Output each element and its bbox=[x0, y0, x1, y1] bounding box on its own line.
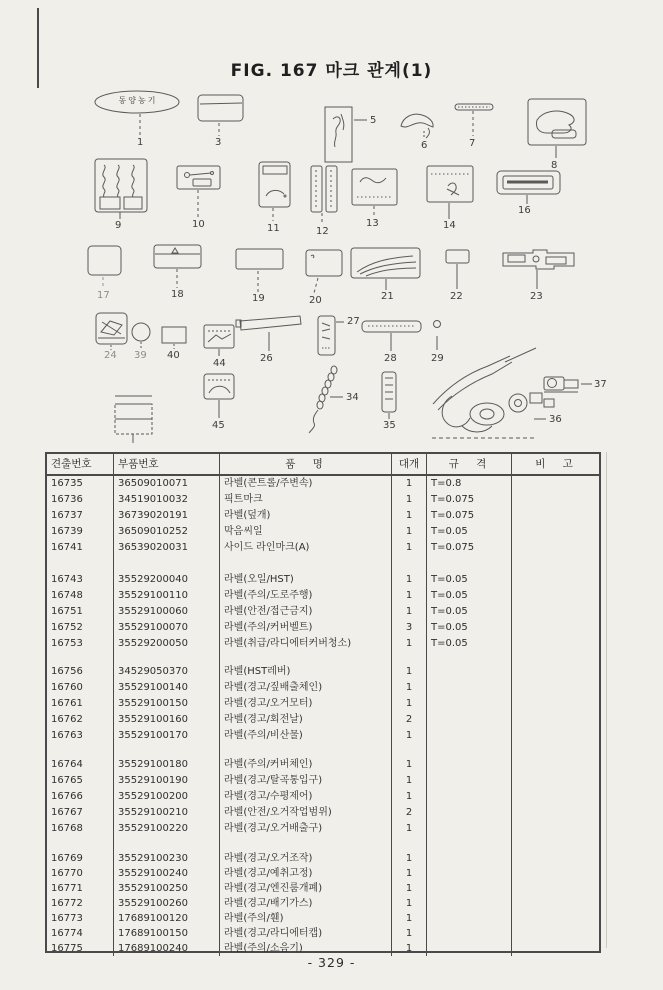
col-name: 사이드 라인마크(A) bbox=[220, 540, 392, 556]
col-name: 라벨(경고/오거배출구) bbox=[220, 821, 392, 837]
part-sketch-10 bbox=[177, 166, 220, 217]
col-index-no: 16764 bbox=[47, 757, 114, 773]
col-name: 라벨(안전/오거작업범위) bbox=[220, 805, 392, 821]
col-index-no: 16766 bbox=[47, 789, 114, 805]
col-name: 라벨(HST레버) bbox=[220, 664, 392, 680]
col-spec bbox=[427, 941, 512, 956]
col-note bbox=[512, 926, 599, 941]
part-sketch-6 bbox=[401, 114, 433, 138]
col-part-no: 35529100210 bbox=[114, 805, 220, 821]
part-callout-11: 11 bbox=[267, 223, 280, 234]
part-callout-17: 17 bbox=[97, 290, 110, 301]
col-part-no: 35529100070 bbox=[114, 620, 220, 636]
spacer-cell bbox=[114, 837, 220, 851]
part-callout-44: 44 bbox=[213, 358, 226, 369]
part-sketch-29 bbox=[434, 321, 441, 351]
col-name: 라벨(경고/탈곡통입구) bbox=[220, 773, 392, 789]
col-note bbox=[512, 941, 599, 956]
col-index-no: 16772 bbox=[47, 896, 114, 911]
col-name: 라벨(오일/HST) bbox=[220, 572, 392, 588]
col-index-no: 16773 bbox=[47, 911, 114, 926]
col-part-no: 36509010252 bbox=[114, 524, 220, 540]
col-note bbox=[512, 821, 599, 837]
part-callout-9: 9 bbox=[115, 220, 122, 231]
part-sketch-35 bbox=[382, 372, 396, 419]
part-callout-34: 34 bbox=[346, 392, 359, 403]
col-index-no: 16751 bbox=[47, 604, 114, 620]
table-spacer-row bbox=[47, 652, 599, 664]
part-callout-7: 7 bbox=[469, 138, 476, 149]
col-name: 라벨(주의/비산물) bbox=[220, 728, 392, 744]
col-spec: T=0.05 bbox=[427, 636, 512, 652]
table-row bbox=[47, 896, 599, 911]
col-index-no: 16752 bbox=[47, 620, 114, 636]
col-index-no: 16741 bbox=[47, 540, 114, 556]
col-note bbox=[512, 911, 599, 926]
spacer-cell bbox=[392, 652, 427, 664]
spacer-cell bbox=[47, 837, 114, 851]
col-index-no: 16770 bbox=[47, 866, 114, 881]
part-callout-36: 36 bbox=[549, 414, 562, 425]
table-row bbox=[47, 680, 599, 696]
spacer-cell bbox=[512, 837, 599, 851]
col-note bbox=[512, 604, 599, 620]
table-row bbox=[47, 789, 599, 805]
table-row bbox=[47, 821, 599, 837]
col-spec bbox=[427, 773, 512, 789]
col-part-no: 35529100180 bbox=[114, 757, 220, 773]
maker-logo-text: 동양농기 bbox=[118, 96, 158, 105]
col-index-no: 16761 bbox=[47, 696, 114, 712]
col-index-no: 16768 bbox=[47, 821, 114, 837]
col-spec bbox=[427, 805, 512, 821]
spacer-cell bbox=[512, 744, 599, 757]
col-spec bbox=[427, 881, 512, 896]
part-sketch-13 bbox=[352, 169, 397, 217]
col-index-no: 16743 bbox=[47, 572, 114, 588]
table-row bbox=[47, 866, 599, 881]
part-callout-5: 5 bbox=[370, 115, 377, 126]
header-note: 비 고 bbox=[535, 458, 580, 470]
col-index-no: 16769 bbox=[47, 851, 114, 866]
col-spec bbox=[427, 728, 512, 744]
spacer-cell bbox=[220, 744, 392, 757]
part-callout-14: 14 bbox=[443, 220, 456, 231]
spacer-cell bbox=[220, 556, 392, 572]
col-name: 라벨(주의/소음기) bbox=[220, 941, 392, 956]
col-qty: 1 bbox=[392, 476, 427, 492]
col-spec bbox=[427, 851, 512, 866]
part-sketch-12 bbox=[311, 166, 337, 225]
part-callout-1: 1 bbox=[137, 137, 144, 148]
col-index-no: 16739 bbox=[47, 524, 114, 540]
spacer-cell bbox=[220, 652, 392, 664]
col-index-no: 16753 bbox=[47, 636, 114, 652]
spacer-cell bbox=[47, 744, 114, 757]
col-qty: 1 bbox=[392, 757, 427, 773]
header-part-no: 부품번호 bbox=[114, 454, 220, 474]
col-spec: T=0.05 bbox=[427, 604, 512, 620]
spacer-cell bbox=[392, 556, 427, 572]
spacer-cell bbox=[427, 744, 512, 757]
col-part-no: 35529100200 bbox=[114, 789, 220, 805]
col-note bbox=[512, 524, 599, 540]
col-part-no: 35529100170 bbox=[114, 728, 220, 744]
part-sketch-40 bbox=[162, 327, 186, 349]
spacer-cell bbox=[427, 556, 512, 572]
col-qty: 1 bbox=[392, 696, 427, 712]
part-sketch-34 bbox=[309, 366, 343, 433]
col-note bbox=[512, 540, 599, 556]
col-qty: 1 bbox=[392, 524, 427, 540]
col-spec: T=0.05 bbox=[427, 620, 512, 636]
col-name: 픽트마크 bbox=[220, 492, 392, 508]
col-qty: 1 bbox=[392, 941, 427, 956]
table-row bbox=[47, 524, 599, 540]
part-callout-40: 40 bbox=[167, 350, 180, 361]
parts-table-body bbox=[47, 476, 599, 956]
header-index-no: 견출번호 bbox=[47, 454, 114, 474]
part-callout-23: 23 bbox=[530, 291, 543, 302]
col-part-no: 34529050370 bbox=[114, 664, 220, 680]
col-spec: T=0.075 bbox=[427, 540, 512, 556]
col-qty: 1 bbox=[392, 636, 427, 652]
spacer-cell bbox=[114, 556, 220, 572]
col-index-no: 16765 bbox=[47, 773, 114, 789]
col-part-no: 35529100060 bbox=[114, 604, 220, 620]
col-note bbox=[512, 881, 599, 896]
part-sketch-17 bbox=[88, 246, 121, 289]
table-row bbox=[47, 664, 599, 680]
part-callout-8: 8 bbox=[551, 160, 558, 171]
header-spec: 규 격 bbox=[427, 454, 512, 474]
col-spec bbox=[427, 821, 512, 837]
col-part-no: 34519010032 bbox=[114, 492, 220, 508]
table-row bbox=[47, 728, 599, 744]
col-qty: 2 bbox=[392, 805, 427, 821]
part-callout-22: 22 bbox=[450, 291, 463, 302]
col-part-no: 35529100160 bbox=[114, 712, 220, 728]
part-sketch-44 bbox=[204, 325, 234, 356]
parts-table bbox=[45, 452, 601, 953]
col-qty: 1 bbox=[392, 572, 427, 588]
part-sketch-14 bbox=[427, 166, 473, 219]
spacer-cell bbox=[427, 837, 512, 851]
table-row bbox=[47, 476, 599, 492]
col-part-no: 35529100150 bbox=[114, 696, 220, 712]
table-spacer-row bbox=[47, 744, 599, 757]
col-index-no: 16775 bbox=[47, 941, 114, 956]
col-note bbox=[512, 712, 599, 728]
part-sketch-19 bbox=[236, 249, 283, 293]
col-part-no: 35529100190 bbox=[114, 773, 220, 789]
col-name: 라벨(경고/짚배출체인) bbox=[220, 680, 392, 696]
spacer-cell bbox=[392, 837, 427, 851]
col-index-no: 16774 bbox=[47, 926, 114, 941]
table-row bbox=[47, 851, 599, 866]
col-spec: T=0.05 bbox=[427, 588, 512, 604]
table-row bbox=[47, 620, 599, 636]
part-sketch-36 bbox=[432, 348, 554, 438]
col-qty: 1 bbox=[392, 664, 427, 680]
col-index-no: 16762 bbox=[47, 712, 114, 728]
part-callout-16: 16 bbox=[518, 205, 531, 216]
part-sketch-20 bbox=[306, 250, 342, 293]
table-row bbox=[47, 881, 599, 896]
col-index-no: 16756 bbox=[47, 664, 114, 680]
col-index-no: 16736 bbox=[47, 492, 114, 508]
page-number: - 329 - bbox=[307, 955, 356, 970]
col-name: 라벨(안전/접근금지) bbox=[220, 604, 392, 620]
part-sketch-5 bbox=[325, 107, 367, 162]
col-note bbox=[512, 476, 599, 492]
col-qty: 1 bbox=[392, 604, 427, 620]
col-qty: 1 bbox=[392, 821, 427, 837]
col-note bbox=[512, 680, 599, 696]
col-note bbox=[512, 492, 599, 508]
col-name: 라벨(경고/엔진룸개폐) bbox=[220, 881, 392, 896]
col-spec bbox=[427, 789, 512, 805]
col-note bbox=[512, 696, 599, 712]
part-callout-37: 37 bbox=[594, 379, 607, 390]
col-note bbox=[512, 866, 599, 881]
col-name: 라벨(주의/커버체인) bbox=[220, 757, 392, 773]
col-qty: 1 bbox=[392, 540, 427, 556]
col-note bbox=[512, 789, 599, 805]
table-row bbox=[47, 696, 599, 712]
part-sketch-11 bbox=[259, 162, 290, 221]
col-qty: 1 bbox=[392, 866, 427, 881]
part-sketch-37 bbox=[544, 377, 592, 392]
header-name: 품 명 bbox=[220, 454, 392, 474]
col-index-no: 16737 bbox=[47, 508, 114, 524]
part-sketch-38 bbox=[115, 396, 152, 443]
col-name: 라벨(주의/휀) bbox=[220, 911, 392, 926]
col-name: 막음씨일 bbox=[220, 524, 392, 540]
part-sketch-26 bbox=[236, 316, 301, 351]
table-row bbox=[47, 941, 599, 956]
part-callout-35: 35 bbox=[383, 420, 396, 431]
table-row bbox=[47, 805, 599, 821]
col-spec: T=0.05 bbox=[427, 524, 512, 540]
col-part-no: 35529200040 bbox=[114, 572, 220, 588]
col-qty: 1 bbox=[392, 773, 427, 789]
col-spec bbox=[427, 712, 512, 728]
parts-diagram bbox=[0, 0, 663, 455]
table-row bbox=[47, 508, 599, 524]
col-note bbox=[512, 664, 599, 680]
col-part-no: 35529100220 bbox=[114, 821, 220, 837]
part-callout-28: 28 bbox=[384, 353, 397, 364]
table-row bbox=[47, 604, 599, 620]
table-row bbox=[47, 712, 599, 728]
part-sketch-23 bbox=[503, 250, 574, 289]
table-row bbox=[47, 773, 599, 789]
col-note bbox=[512, 620, 599, 636]
table-row bbox=[47, 540, 599, 556]
col-spec: T=0.8 bbox=[427, 476, 512, 492]
spacer-cell bbox=[512, 652, 599, 664]
part-sketch-39 bbox=[132, 323, 150, 349]
spacer-cell bbox=[392, 744, 427, 757]
col-part-no: 36539020031 bbox=[114, 540, 220, 556]
col-spec bbox=[427, 664, 512, 680]
col-name: 라벨(경고/오거모터) bbox=[220, 696, 392, 712]
col-name: 라벨(덮개) bbox=[220, 508, 392, 524]
part-callout-19: 19 bbox=[252, 293, 265, 304]
col-part-no: 17689100240 bbox=[114, 941, 220, 956]
part-callout-3: 3 bbox=[215, 137, 222, 148]
col-qty: 1 bbox=[392, 680, 427, 696]
col-spec bbox=[427, 696, 512, 712]
part-callout-10: 10 bbox=[192, 219, 205, 230]
part-callout-26: 26 bbox=[260, 353, 273, 364]
col-part-no: 35529100240 bbox=[114, 866, 220, 881]
col-part-no: 17689100120 bbox=[114, 911, 220, 926]
spacer-cell bbox=[114, 652, 220, 664]
part-sketch-9 bbox=[95, 159, 147, 219]
spacer-cell bbox=[427, 652, 512, 664]
col-note bbox=[512, 728, 599, 744]
col-name: 라벨(경고/오거조작) bbox=[220, 851, 392, 866]
table-row bbox=[47, 757, 599, 773]
spacer-cell bbox=[47, 652, 114, 664]
figure-title: FIG. 167 마크 관계(1) bbox=[230, 61, 433, 81]
part-sketch-22 bbox=[446, 250, 469, 289]
table-header-row bbox=[47, 454, 599, 476]
col-note bbox=[512, 805, 599, 821]
part-callout-6: 6 bbox=[421, 140, 428, 151]
part-sketch-8 bbox=[528, 99, 586, 158]
col-qty: 1 bbox=[392, 728, 427, 744]
col-name: 라벨(주의/도로주행) bbox=[220, 588, 392, 604]
part-sketch-27 bbox=[318, 316, 344, 355]
col-note bbox=[512, 773, 599, 789]
part-callout-45: 45 bbox=[212, 420, 225, 431]
col-qty: 3 bbox=[392, 620, 427, 636]
col-qty: 1 bbox=[392, 492, 427, 508]
part-callout-27: 27 bbox=[347, 316, 360, 327]
col-spec bbox=[427, 757, 512, 773]
table-row bbox=[47, 636, 599, 652]
col-name: 라벨(취급/라디에터커버청소) bbox=[220, 636, 392, 652]
table-spacer-row bbox=[47, 837, 599, 851]
part-callout-20: 20 bbox=[309, 295, 322, 306]
spacer-cell bbox=[220, 837, 392, 851]
part-sketch-3 bbox=[198, 95, 243, 136]
col-index-no: 16760 bbox=[47, 680, 114, 696]
col-part-no: 35529100250 bbox=[114, 881, 220, 896]
col-name: 라벨(경고/예취고정) bbox=[220, 866, 392, 881]
col-name: 라벨(경고/라디에터캡) bbox=[220, 926, 392, 941]
col-name: 라벨(경고/회전날) bbox=[220, 712, 392, 728]
col-index-no: 16767 bbox=[47, 805, 114, 821]
part-callout-18: 18 bbox=[171, 289, 184, 300]
col-qty: 1 bbox=[392, 881, 427, 896]
table-row bbox=[47, 588, 599, 604]
col-name: 라벨(주의/커버벨트) bbox=[220, 620, 392, 636]
col-part-no: 35529100230 bbox=[114, 851, 220, 866]
col-note bbox=[512, 572, 599, 588]
table-row bbox=[47, 572, 599, 588]
col-note bbox=[512, 508, 599, 524]
part-callout-29: 29 bbox=[431, 353, 444, 364]
col-index-no: 16763 bbox=[47, 728, 114, 744]
col-qty: 1 bbox=[392, 911, 427, 926]
part-callout-21: 21 bbox=[381, 291, 394, 302]
col-index-no: 16748 bbox=[47, 588, 114, 604]
part-sketch-7 bbox=[455, 104, 493, 136]
part-callout-12: 12 bbox=[316, 226, 329, 237]
col-note bbox=[512, 636, 599, 652]
col-note bbox=[512, 896, 599, 911]
col-part-no: 35529100110 bbox=[114, 588, 220, 604]
col-note bbox=[512, 757, 599, 773]
col-spec bbox=[427, 896, 512, 911]
part-callout-24: 24 bbox=[104, 350, 117, 361]
col-spec bbox=[427, 680, 512, 696]
col-qty: 1 bbox=[392, 896, 427, 911]
spacer-cell bbox=[47, 556, 114, 572]
part-sketch-24 bbox=[96, 313, 127, 350]
col-spec bbox=[427, 926, 512, 941]
header-qty: 대개 bbox=[392, 454, 427, 474]
col-index-no: 16771 bbox=[47, 881, 114, 896]
col-spec: T=0.075 bbox=[427, 508, 512, 524]
col-qty: 1 bbox=[392, 926, 427, 941]
col-part-no: 35529100140 bbox=[114, 680, 220, 696]
part-sketch-18 bbox=[154, 245, 201, 288]
table-row bbox=[47, 492, 599, 508]
part-callout-13: 13 bbox=[366, 218, 379, 229]
col-spec: T=0.075 bbox=[427, 492, 512, 508]
col-qty: 1 bbox=[392, 851, 427, 866]
col-name: 라벨(경고/수평제어) bbox=[220, 789, 392, 805]
col-qty: 1 bbox=[392, 508, 427, 524]
col-part-no: 35529200050 bbox=[114, 636, 220, 652]
spacer-cell bbox=[512, 556, 599, 572]
table-row bbox=[47, 926, 599, 941]
col-qty: 2 bbox=[392, 712, 427, 728]
table-spacer-row bbox=[47, 556, 599, 572]
col-name: 라벨(콘트롤/주변속) bbox=[220, 476, 392, 492]
part-callout-39: 39 bbox=[134, 350, 147, 361]
col-spec bbox=[427, 911, 512, 926]
table-row bbox=[47, 911, 599, 926]
col-spec: T=0.05 bbox=[427, 572, 512, 588]
col-part-no: 17689100150 bbox=[114, 926, 220, 941]
scan-edge-line bbox=[606, 452, 607, 948]
col-note bbox=[512, 851, 599, 866]
col-note bbox=[512, 588, 599, 604]
part-sketch-28 bbox=[362, 321, 421, 351]
col-qty: 1 bbox=[392, 588, 427, 604]
col-part-no: 35529100260 bbox=[114, 896, 220, 911]
col-spec bbox=[427, 866, 512, 881]
col-name: 라벨(경고/배기가스) bbox=[220, 896, 392, 911]
col-index-no: 16735 bbox=[47, 476, 114, 492]
col-qty: 1 bbox=[392, 789, 427, 805]
part-sketch-16 bbox=[497, 171, 560, 204]
col-part-no: 36739020191 bbox=[114, 508, 220, 524]
spacer-cell bbox=[114, 744, 220, 757]
part-sketch-45 bbox=[204, 374, 234, 418]
col-part-no: 36509010071 bbox=[114, 476, 220, 492]
part-sketch-21 bbox=[351, 248, 420, 290]
